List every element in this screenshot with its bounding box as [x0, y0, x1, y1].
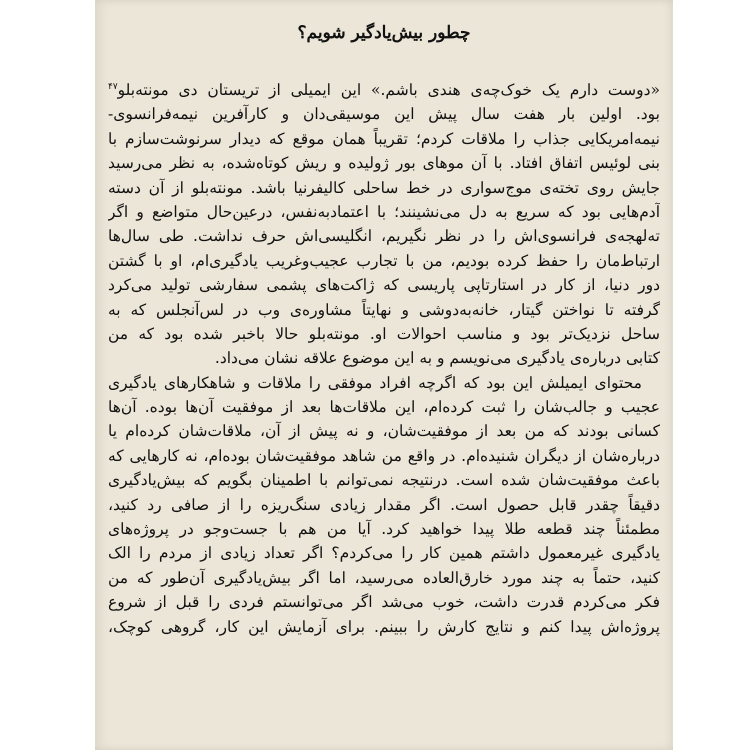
body-text [108, 78, 660, 639]
text-line: بود. اولین بار هفت سال پیش این موسیقی‌دان و کارآفرین نیمه‌فرانسوی- [108, 105, 660, 124]
text-line: دور دنیا، از کار در استارتاپی پاریسی که ژاکت‌های پشمی سفارشی تولید می‌کرد [108, 276, 660, 295]
line-text: «دوست دارم یک خوک‌چه‌ی هندی باشم.» این ایمیلی از تریستان دی مونته‌بلو [117, 81, 660, 99]
page-text-block [108, 0, 660, 750]
text-line: دقیقاً چقدر قابل حصول است. اگر مقدار زیادی سنگ‌ریزه را از صافی رد کنید، [108, 495, 660, 514]
text-line: درباره‌شان از دیگران شنیده‌ام. در واقع من شاهد موفقیت‌شان بوده‌ام، نه کارهایی که [108, 446, 660, 465]
text-line: کسانی بودند که من بعد از موفقیت‌شان، و نه پیش از آن، ملاقات‌شان کرده‌ام یا [108, 422, 660, 441]
text-line: یادگیری غیرمعمول داشتم همین کار را می‌کردم؟ اگر تعداد زیادی از مردم را الک [108, 544, 660, 563]
text-line-paragraph-end: کتابی درباره‌ی یادگیری می‌نویسم و به این موضوع علاقه نشان می‌داد. [214, 349, 660, 368]
text-line: کنید، حتماً به چند مورد خارق‌العاده می‌رسید، اما اگر بیش‌یادگیری آن‌طور که من [108, 568, 660, 587]
text-line: گرفته تا نواختن گیتار، خانه‌به‌دوشی و نهایتاً مشاوره‌ی وب در لس‌آنجلس که به [108, 300, 660, 319]
text-line-paragraph-start: محتوای ایمیلش این بود که اگرچه افراد موفقی را ملاقات و شاهکارهای یادگیری [108, 373, 642, 392]
text-line: ارتباط‌مان را حفظ کرده بودیم، من با تجارب عجیب‌وغریب یادگیری‌ام، او با گشتن [108, 251, 660, 270]
text-line: نیمه‌امریکایی جذاب را ملاقات کردم؛ تقریباً همان موقع که دیدار سرنوشت‌سازم با [108, 129, 660, 148]
text-line [108, 78, 660, 102]
text-line: بنی لوئیس اتفاق افتاد. با آن موهای بور ژولیده و ریش کوتاه‌شده، به نظر می‌رسید [108, 154, 660, 173]
text-line: ساحل نزدیک‌تر بود و مناسب احوالات او. مونته‌بلو حالا باخبر شده بود که من [108, 324, 660, 343]
text-line: عجیب و جالب‌شان را ثبت کرده‌ام، این ملاقات‌ها بعد از موفقیت آن‌ها بوده. آن‌ها [108, 398, 660, 417]
text-line: مطمئناً چند قطعه طلا پیدا خواهید کرد. آیا من هم با جست‌وجو در پروژه‌های [108, 520, 660, 539]
text-line: باعث موفقیت‌شان شده است. درنتیجه نمی‌توانم با اطمینان بگویم که بیش‌یادگیری [108, 471, 660, 490]
text-line: فکر می‌کردم قدرت داشت، خوب می‌شد اگر می‌توانستم فردی را قبل از شروع [108, 593, 660, 612]
chapter-heading: چطور بیش‌یادگیر شویم؟ [297, 23, 471, 43]
text-line: پروژه‌اش پیدا کنم و نتایج کارش را ببینم. برای آزمایش این کار، گروهی کوچک، [108, 617, 660, 636]
footnote-mark: ۴۷ [108, 81, 118, 92]
text-line: ته‌لهجه‌ی فرانسوی‌اش را در نظر نگیریم، انگلیسی‌اش حرف نداشت. طی سال‌ها [108, 227, 660, 246]
text-line: جایش روی تخته‌ی موج‌سواری در خط ساحلی کالیفرنیا باشد. مونته‌بلو از آن دسته [108, 178, 660, 197]
text-line: آدم‌هایی بود که سریع به دل می‌نشینند؛ با اعتمادبه‌نفس، درعین‌حال متواضع و اگر [108, 202, 660, 221]
